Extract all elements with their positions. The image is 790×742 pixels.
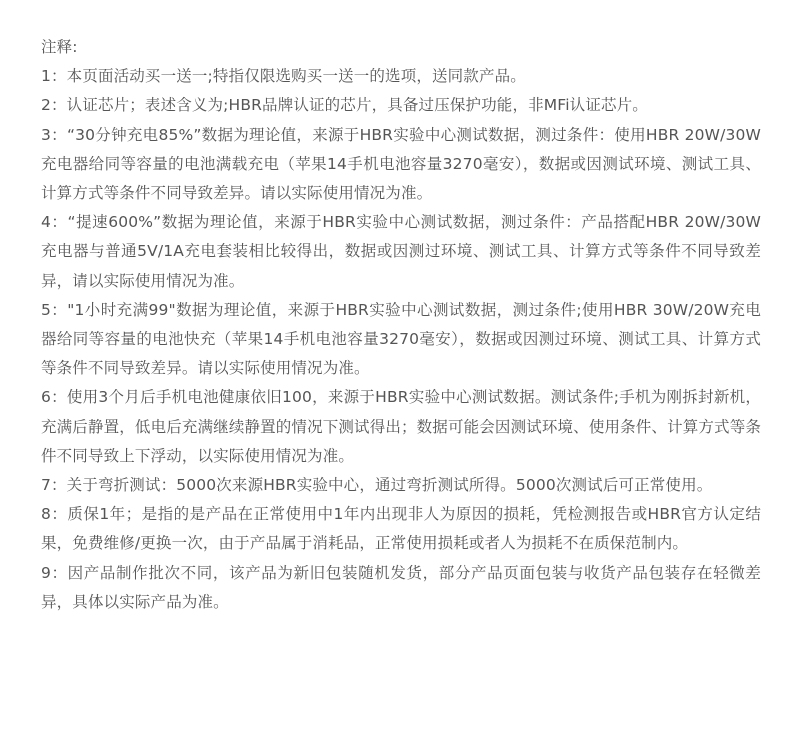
note-text: "1小时充满99"数据为理论值，来源于HBR实验中心测试数据，测过条件;使用HBR 30W/20W充电器给同等容量的电池快充（苹果14手机电池容量3270毫安），数据或因测过环境、测试工具、计算方式等条件不同导致差异。请以实际使用情况为准。: [41, 300, 761, 378]
note-number: 3：: [41, 125, 67, 144]
note-text: 认证芯片；表述含义为;HBR品牌认证的芯片，具备过压保护功能，非MFi认证芯片。: [66, 96, 648, 115]
note-item-2: [41, 91, 761, 120]
note-text: “提速600%”数据为理论值，来源于HBR实验中心测试数据，测过条件：产品搭配HBR 20W/30W充电器与普通5V/1A充电套装相比较得出，数据或因测过环境、测试工具、计算方式等条件不同导致差异，请以实际使用情况为准。: [41, 213, 761, 290]
note-number: 7：: [41, 476, 67, 495]
note-number: 8：: [41, 505, 68, 524]
notes-section: [41, 33, 761, 617]
note-number: 6：: [41, 388, 67, 407]
note-text: 本页面活动买一送一;特指仅限选购买一送一的选项，送同款产品。: [66, 67, 526, 86]
note-text: 因产品制作批次不同，该产品为新旧包装随机发货，部分产品页面包装与收货产品包装存在轻微差异，具体以实际产品为准。: [41, 563, 761, 611]
note-number: 1：: [41, 67, 67, 86]
note-item-8: [41, 500, 761, 558]
note-text: 质保1年；是指的是产品在正常使用中1年内出现非人为原因的损耗，凭检测报告或HBR官方认定结果，免费维修/更换一次，由于产品属于消耗品，正常使用损耗或者人为损耗不在质保范制内。: [41, 505, 761, 553]
note-item-3: [41, 121, 761, 209]
note-item-1: [41, 62, 761, 91]
note-text: 使用3个月后手机电池健康依旧100，来源于HBR实验中心测试数据。测试条件;手机为刚拆封新机，充满后静置，低电后充满继续静置的情况下测试得出；数据可能会因测试环境、使用条件、计算方式等条件不同导致上下浮动，以实际使用情况为准。: [41, 388, 762, 465]
note-item-9: [41, 559, 761, 617]
note-number: 5：: [41, 300, 68, 319]
notes-title: 注释:: [41, 38, 78, 56]
note-number: 2：: [41, 96, 67, 115]
note-number: 9：: [41, 563, 68, 582]
note-item-6: [41, 383, 761, 471]
note-text: “30分钟充电85%”数据为理论值，来源于HBR实验中心测试数据，测过条件：使用HBR 20W/30W充电器给同等容量的电池满载充电（苹果14手机电池容量3270毫安），数据或因测试环境、测试工具、计算方式等条件不同导致差异。请以实际使用情况为准。: [41, 125, 761, 203]
note-text: 关于弯折测试：5000次来源HBR实验中心，通过弯折测试所得。5000次测试后可正常使用。: [66, 476, 713, 495]
note-item-5: [41, 296, 761, 384]
note-item-7: [41, 471, 761, 500]
note-number: 4：: [41, 213, 68, 232]
note-item-4: [41, 208, 761, 296]
